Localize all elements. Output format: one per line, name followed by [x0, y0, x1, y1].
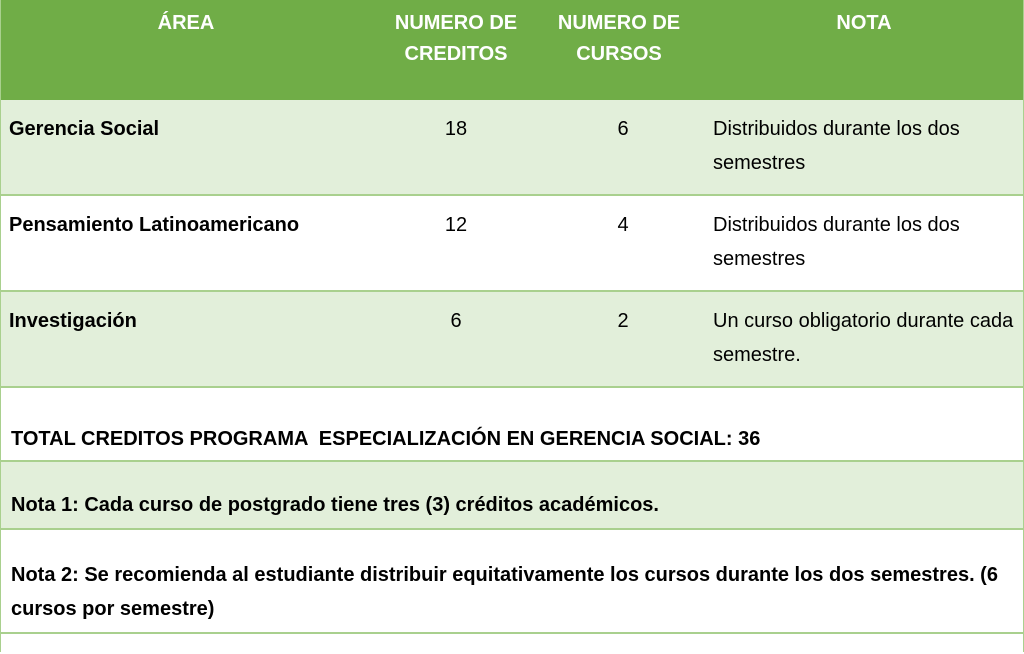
- table-row: [1, 99, 1023, 195]
- table-header-row: [1, 0, 1023, 99]
- nota-cell: Distribuidos durante los dos semestres: [705, 195, 1023, 291]
- total-row: [1, 387, 1023, 461]
- header-cursos: NUMERO DE CURSOS: [541, 0, 705, 99]
- table-row: [1, 291, 1023, 387]
- creditos-cell: 6: [371, 291, 541, 387]
- header-nota: NOTA: [705, 0, 1023, 99]
- table-row: [1, 195, 1023, 291]
- note-2-row: [1, 529, 1023, 633]
- note-1-row: [1, 461, 1023, 529]
- note-2-text: Nota 2: Se recomienda al estudiante distribuir equitativamente los cursos durante los dos semestres. (6 cursos por semestre): [1, 529, 1023, 633]
- area-cell: Investigación: [1, 291, 371, 387]
- header-area: ÁREA: [1, 0, 371, 99]
- nota-cell: Distribuidos durante los dos semestres: [705, 99, 1023, 195]
- note-1-text: Nota 1: Cada curso de postgrado tiene tres (3) créditos académicos.: [1, 461, 1023, 529]
- cursos-cell: 4: [541, 195, 705, 291]
- area-cell: Gerencia Social: [1, 99, 371, 195]
- total-credits-text: TOTAL CREDITOS PROGRAMA ESPECIALIZACIÓN EN GERENCIA SOCIAL: 36: [1, 387, 1023, 461]
- credits-table: [1, 0, 1023, 634]
- cursos-cell: 2: [541, 291, 705, 387]
- creditos-cell: 12: [371, 195, 541, 291]
- creditos-cell: 18: [371, 99, 541, 195]
- header-creditos: NUMERO DE CREDITOS: [371, 0, 541, 99]
- cursos-cell: 6: [541, 99, 705, 195]
- area-cell: Pensamiento Latinoamericano: [1, 195, 371, 291]
- nota-cell: Un curso obligatorio durante cada semestre.: [705, 291, 1023, 387]
